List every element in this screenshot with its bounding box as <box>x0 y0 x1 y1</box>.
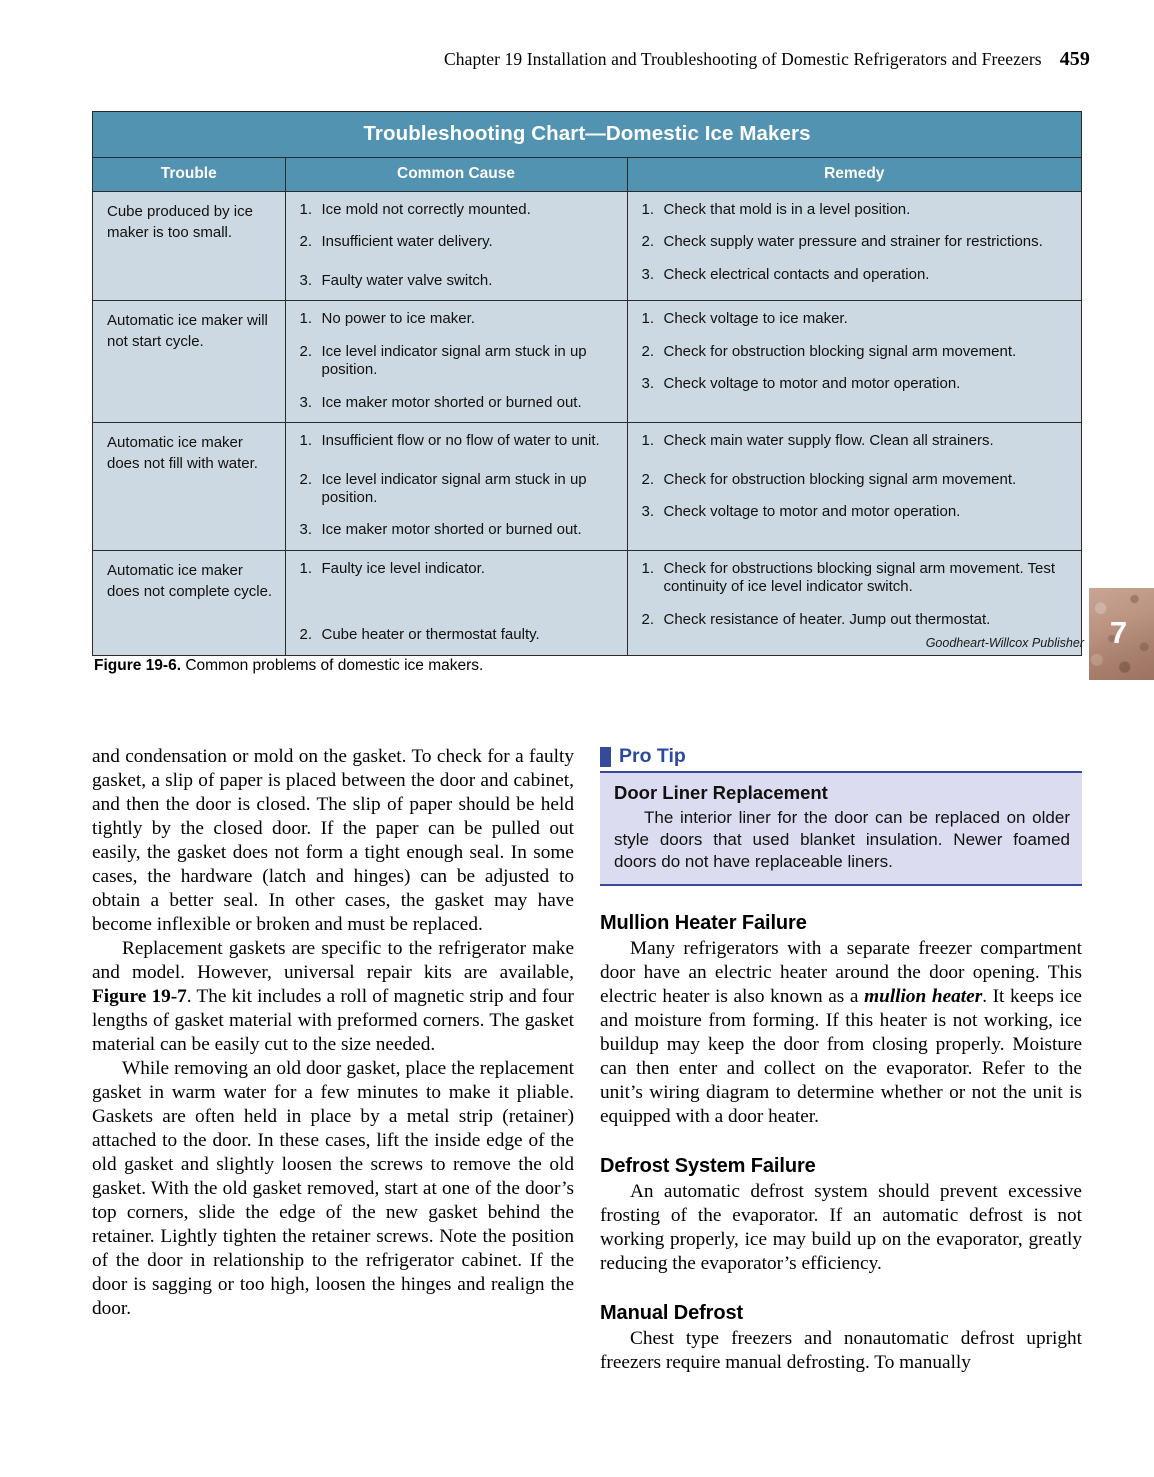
paragraph: and condensation or mold on the gasket. To check for a faulty gasket, a slip of paper is placed between the door and cabinet, and then the door is closed. The slip of paper should be held tightly by the closed door. If the paper can be pulled out easily, the gasket does not form a tight enough seal. In some cases, the hardware (latch and hinges) can be adjusted to obtain a better seal. In other cases, the gasket may have become inflexible or broken and must be replaced. <box>92 746 574 936</box>
list-number: 2. <box>299 470 313 488</box>
list-text: Ice level indicator signal arm stuck in up position. <box>321 342 587 379</box>
list-item <box>642 560 1072 597</box>
cause-list <box>300 201 617 290</box>
list-number: 1. <box>641 559 655 577</box>
list-number: 3. <box>299 521 313 539</box>
cell-remedy <box>627 192 1081 301</box>
list-item <box>642 201 1072 219</box>
running-head <box>0 48 1090 71</box>
list-item <box>642 233 1072 251</box>
list-text: Ice mold not correctly mounted. <box>321 201 531 218</box>
figure-caption-label: Figure 19-6. <box>94 657 181 674</box>
list-text: Ice level indicator signal arm stuck in up position. <box>321 470 587 506</box>
list-item <box>300 432 617 450</box>
pro-tip-body <box>600 771 1082 886</box>
section-heading-manual-defrost: Manual Defrost <box>600 1302 744 1325</box>
list-text: Check supply water pressure and strainer for restrictions. <box>663 233 1043 251</box>
list-text: Check that mold is in a level position. <box>663 201 911 218</box>
term-emphasis: mullion heater <box>864 986 983 1008</box>
list-number: 3. <box>299 393 313 411</box>
cell-trouble <box>93 301 285 423</box>
cell-remedy <box>627 301 1081 423</box>
cause-list <box>300 560 617 645</box>
list-number: 1. <box>299 310 313 328</box>
list-item <box>642 471 1072 489</box>
column-header-trouble: Trouble <box>93 158 285 192</box>
right-column <box>600 745 1082 1375</box>
column-header-remedy: Remedy <box>627 158 1081 192</box>
figure-credit: Goodheart-Willcox Publisher <box>925 636 1084 650</box>
cell-trouble <box>93 423 285 551</box>
left-column <box>92 745 574 1321</box>
paragraph: An automatic defrost system should prevent excessive frosting of the evaporator. If an automatic defrost is not working properly, ice may build up on the evaporator, greatly reducing the evaporator’s efficiency. <box>600 1181 1082 1275</box>
list-number: 2. <box>299 626 313 644</box>
table-row <box>93 192 1081 301</box>
list-item <box>642 503 1072 521</box>
list-item <box>642 266 1072 284</box>
list-text: Check main water supply flow. Clean all strainers. <box>663 432 994 450</box>
figure-caption <box>94 657 894 675</box>
list-item <box>300 272 617 290</box>
list-item <box>300 310 617 328</box>
paragraph: Chest type freezers and nonautomatic defrost upright freezers require manual defrosting. To manually <box>600 1328 1082 1374</box>
cause-list <box>300 432 617 540</box>
remedy-list <box>642 432 1072 521</box>
paragraph-part: Replacement gaskets are specific to the refrigerator make and model. However, universal repair kits are available, <box>92 938 574 984</box>
list-number: 3. <box>641 502 655 520</box>
list-item <box>642 310 1072 328</box>
list-text: Check for obstruction blocking signal arm movement. <box>663 470 1017 488</box>
list-text: Faulty ice level indicator. <box>321 559 485 577</box>
figure-reference: Figure 19-7 <box>92 986 187 1008</box>
figure-caption-text: Common problems of domestic ice makers. <box>185 657 484 674</box>
list-number: 3. <box>641 265 655 283</box>
list-text: Check resistance of heater. Jump out thermostat. <box>663 610 991 628</box>
list-text: Check voltage to ice maker. <box>663 310 848 328</box>
pro-tip-heading: Door Liner Replacement <box>614 782 828 803</box>
cause-list <box>300 310 617 412</box>
table-title: Troubleshooting Chart—Domestic Ice Makers <box>93 112 1081 158</box>
thumb-tab-number: 7 <box>1109 614 1128 650</box>
table-row <box>93 301 1081 423</box>
trouble-text: Automatic ice maker does not fill with water. <box>107 434 258 473</box>
list-number: 2. <box>641 470 655 488</box>
list-item <box>300 521 617 539</box>
list-number: 1. <box>641 432 655 450</box>
remedy-list <box>642 560 1072 629</box>
remedy-list <box>642 310 1072 393</box>
cell-remedy <box>627 423 1081 551</box>
paragraph-part: . The kit includes a roll of magnetic strip and four lengths of gasket material with preformed corners. The gasket material can be easily cut to the size needed. <box>92 986 574 1056</box>
list-text: Insufficient flow or no flow of water to unit. <box>321 432 600 450</box>
list-text: Ice maker motor shorted or burned out. <box>321 521 582 539</box>
trouble-text: Automatic ice maker does not complete cycle. <box>107 561 273 600</box>
list-text: Insufficient water delivery. <box>321 233 493 251</box>
list-item <box>300 560 617 578</box>
cell-common-cause <box>285 423 627 551</box>
list-item <box>300 343 617 380</box>
list-item <box>642 343 1072 361</box>
pro-tip-text: The interior liner for the door can be replaced on older style doors that used blanket insulation. Newer foamed doors do not have replaceable liners. <box>614 808 1070 871</box>
list-number: 1. <box>299 559 313 577</box>
list-text: No power to ice maker. <box>321 310 475 328</box>
list-number: 2. <box>299 342 313 360</box>
list-item <box>300 394 617 412</box>
list-number: 1. <box>299 201 313 218</box>
list-item <box>300 233 617 251</box>
paragraph-part: . It keeps ice and moisture from forming. If this heater is not working, ice buildup may keep the door from closing properly. Moisture can then enter and collect on the evaporator. Refer to the unit’s wiring diagram to determine whether or not the unit is equipped with a door heater. <box>600 986 1082 1128</box>
remedy-list <box>642 201 1072 284</box>
pro-tip-marker-icon <box>600 747 611 767</box>
list-number: 2. <box>641 342 655 360</box>
list-item <box>642 432 1072 450</box>
list-text: Faulty water valve switch. <box>321 271 493 289</box>
paragraph: While removing an old door gasket, place the replacement gasket in warm water for a few minutes to make it pliable. Gaskets are often held in place by a metal strip (retainer) attached to the door. In these cases, lift the inside edge of the old gasket and slightly loosen the screws to remove the old gasket. With the old gasket removed, start at one of the door’s top corners, slide the edge of the new gasket behind the retainer. Lightly tighten the retainer screws. Note the position of the door in relationship to the refrigerator cabinet. If the door is sagging or too high, loosen the hinges and realign the door. <box>92 1058 574 1320</box>
pro-tip-header <box>600 745 1082 768</box>
section-heading-mullion-heater-failure: Mullion Heater Failure <box>600 912 807 935</box>
paragraph <box>92 937 574 1057</box>
list-item <box>642 611 1072 629</box>
cell-common-cause <box>285 301 627 423</box>
list-item <box>300 201 617 219</box>
table-row <box>93 423 1081 551</box>
list-number: 2. <box>641 610 655 628</box>
list-number: 2. <box>299 233 313 251</box>
trouble-text: Cube produced by ice maker is too small. <box>107 203 253 241</box>
list-text: Cube heater or thermostat faulty. <box>321 626 540 644</box>
list-text: Check electrical contacts and operation. <box>663 265 930 283</box>
list-item <box>300 471 617 508</box>
list-number: 1. <box>299 432 313 450</box>
trouble-text: Automatic ice maker will not start cycle. <box>107 312 268 351</box>
section-heading-defrost-system-failure: Defrost System Failure <box>600 1155 816 1178</box>
list-item <box>642 375 1072 393</box>
list-number: 2. <box>641 233 655 251</box>
running-head-text: Chapter 19 Installation and Troubleshooting of Domestic Refrigerators and Freezers <box>443 49 1042 69</box>
paragraph <box>600 937 1082 1129</box>
list-text: Check for obstructions blocking signal arm movement. Test continuity of ice level indicator switch. <box>663 559 1056 596</box>
column-header-common-cause: Common Cause <box>285 158 627 192</box>
list-text: Check voltage to motor and motor operation. <box>663 375 961 393</box>
pro-tip-box <box>600 745 1082 886</box>
paragraph-part: Many refrigerators with a separate freezer compartment door have an electric heater around the door opening. This electric heater is also known as a <box>600 938 1082 1008</box>
list-text: Check voltage to motor and motor operation. <box>663 502 961 520</box>
list-text: Ice maker motor shorted or burned out. <box>321 393 582 411</box>
cell-common-cause <box>285 192 627 301</box>
list-text: Check for obstruction blocking signal arm movement. <box>663 342 1017 360</box>
page-number: 459 <box>1059 48 1090 70</box>
pro-tip-label: Pro Tip <box>619 745 686 767</box>
list-number: 3. <box>299 271 313 289</box>
cell-trouble <box>93 192 285 301</box>
list-number: 1. <box>641 201 655 218</box>
list-number: 3. <box>641 375 655 393</box>
list-number: 1. <box>641 310 655 328</box>
troubleshooting-table <box>92 111 1082 656</box>
chapter-thumb-tab <box>1089 588 1154 680</box>
